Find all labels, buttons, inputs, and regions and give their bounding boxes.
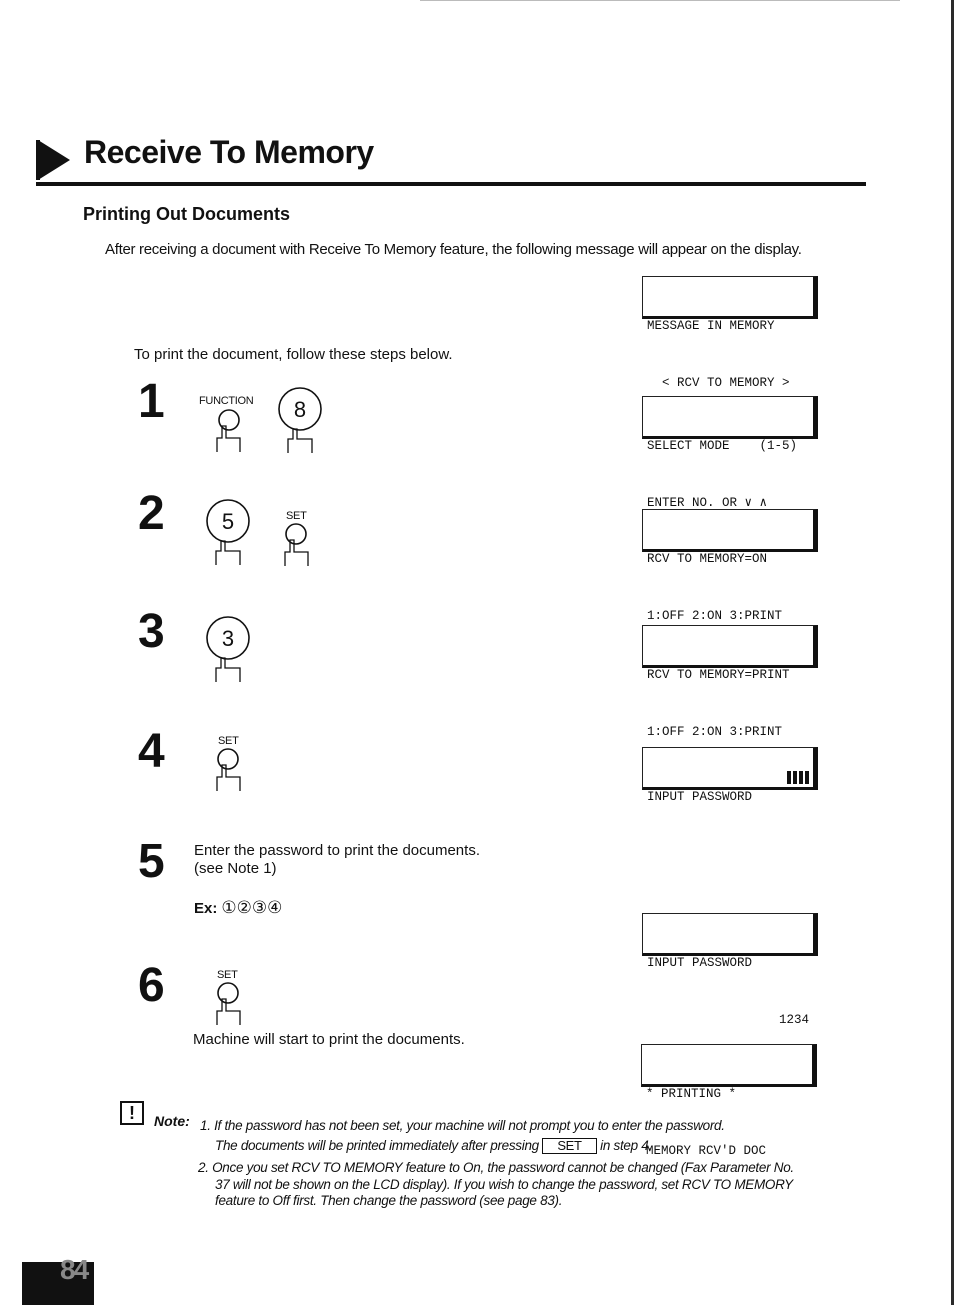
lcd-line-1: INPUT PASSWORD xyxy=(647,956,753,970)
lcd-display-step-3 xyxy=(642,625,818,739)
note-2-line-2: 37 will not be shown on the LCD display). If you wish to change the password, set RCV TO MEMORY xyxy=(215,1177,793,1192)
note-1-line-1: 1. If the password has not been set, your machine will not prompt you to enter the password. xyxy=(200,1118,725,1133)
lcd-line-1: INPUT PASSWORD xyxy=(647,790,753,804)
lcd-line-2 xyxy=(647,845,809,864)
step-number: 1 xyxy=(138,375,165,428)
example-label: Ex: xyxy=(194,900,218,917)
lcd-display-step-1 xyxy=(642,396,818,510)
lcd-line-2: MEMORY RCV'D DOC xyxy=(646,1144,767,1158)
key-3-label: 3 xyxy=(221,626,235,651)
password-entry-blocks xyxy=(787,771,809,784)
section-marker-icon xyxy=(38,140,70,180)
example-key-sequence: ①②③④ xyxy=(221,898,283,917)
note-warning-icon: ! xyxy=(120,1101,144,1125)
function-key-icon xyxy=(212,408,246,454)
step-6-text: Machine will start to print the documents. xyxy=(193,1031,465,1048)
section-subtitle: Printing Out Documents xyxy=(83,204,290,224)
lcd-display-step-4 xyxy=(642,747,818,804)
step-number: 3 xyxy=(138,605,165,658)
set-key-label: SET xyxy=(218,735,239,747)
lcd-line-1: * PRINTING * xyxy=(646,1087,737,1101)
function-key-label: FUNCTION xyxy=(199,395,254,407)
set-key-label: SET xyxy=(286,510,307,522)
step-number: 5 xyxy=(138,835,165,888)
page-title: Receive To Memory xyxy=(84,134,374,170)
set-key-icon xyxy=(282,522,316,568)
note-1-pre: The documents will be printed immediately after pressing xyxy=(215,1138,539,1153)
lcd-line-2: < RCV TO MEMORY > xyxy=(647,376,790,390)
note-1-line-2 xyxy=(215,1138,652,1154)
step-number: 4 xyxy=(138,725,165,778)
key-8-icon xyxy=(276,385,326,455)
set-key-icon xyxy=(214,747,248,793)
lcd-line-1: MESSAGE IN MEMORY xyxy=(647,319,775,333)
set-key-box: SET xyxy=(542,1138,596,1154)
step-5-text: Enter the password to print the documents. xyxy=(194,842,480,859)
lcd-display-step-5 xyxy=(642,913,818,1027)
lcd-line-1: SELECT MODE (1-5) xyxy=(647,439,798,453)
set-key-icon xyxy=(214,981,248,1027)
note-2-line-1: 2. Once you set RCV TO MEMORY feature to On, the password cannot be changed (Fax Parameter No. xyxy=(198,1160,794,1175)
example-keys xyxy=(194,898,282,918)
key-8-label: 8 xyxy=(293,397,307,422)
step-5-note-ref: (see Note 1) xyxy=(194,860,277,877)
lcd-line-2: ENTER NO. OR ∨ ∧ xyxy=(647,496,768,510)
lcd-display-step-6 xyxy=(641,1044,817,1158)
lcd-display-intro xyxy=(642,276,818,390)
note-2-line-3: feature to Off first. Then change the password (see page 83). xyxy=(215,1193,563,1208)
lcd-line-2: 1234 xyxy=(778,1013,809,1027)
key-3-icon xyxy=(204,614,254,684)
lcd-display-step-2 xyxy=(642,509,818,623)
step-number: 6 xyxy=(138,959,165,1012)
title-rule xyxy=(36,182,866,186)
lcd-line-2: 1:OFF 2:ON 3:PRINT xyxy=(647,725,783,739)
set-key-label: SET xyxy=(217,969,238,981)
intro-text: After receiving a document with Receive To Memory feature, the following message will appear on the display. xyxy=(105,241,802,258)
page-number: 84 xyxy=(60,1254,88,1285)
lcd-line-1: RCV TO MEMORY=ON xyxy=(647,552,768,566)
key-5-label: 5 xyxy=(221,509,235,534)
note-1-post: in step 4. xyxy=(600,1138,652,1153)
lcd-line-1: RCV TO MEMORY=PRINT xyxy=(647,668,790,682)
lcd-line-2: 1:OFF 2:ON 3:PRINT xyxy=(647,609,783,623)
key-5-icon xyxy=(204,497,254,567)
follow-text: To print the document, follow these steps below. xyxy=(134,346,453,363)
step-number: 2 xyxy=(138,487,165,540)
top-rule xyxy=(420,0,900,1)
note-label: Note: xyxy=(154,1113,190,1129)
